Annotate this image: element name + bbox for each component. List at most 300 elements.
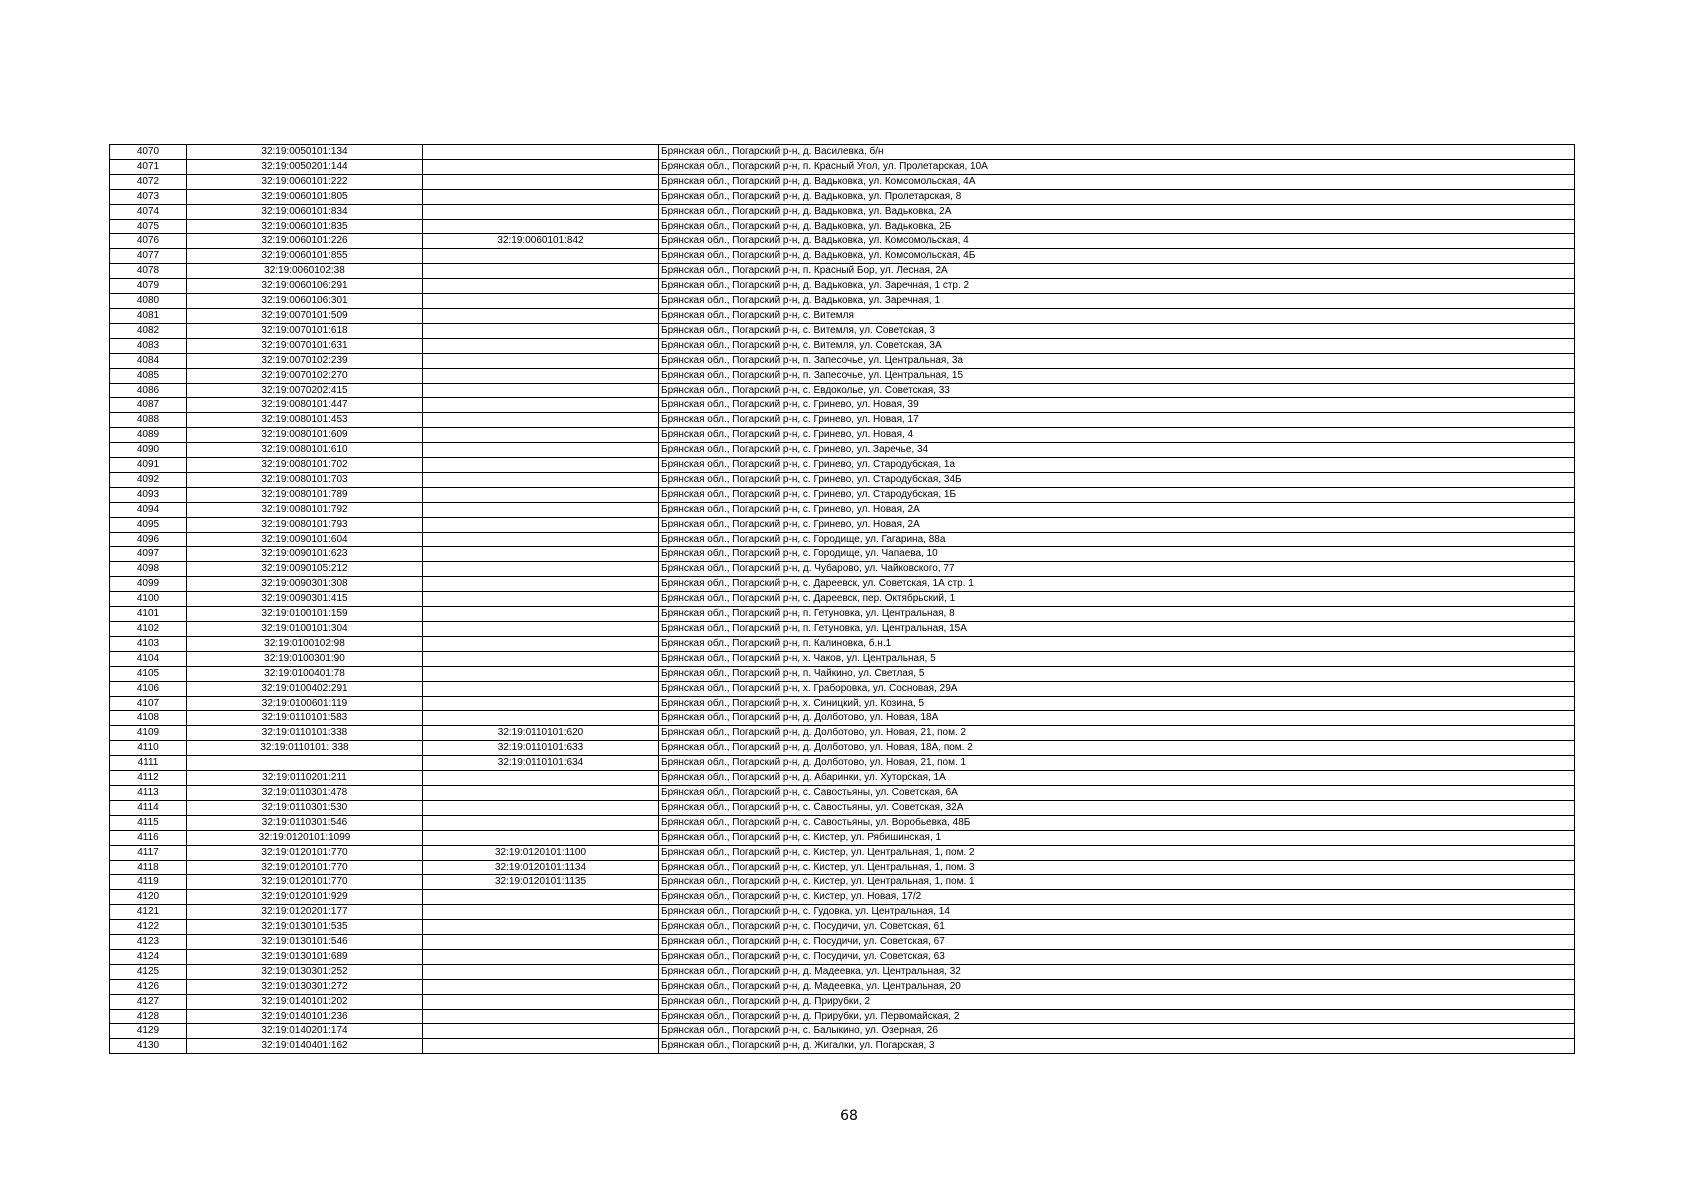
cadastral-number-cell: 32:19:0100402:291 xyxy=(187,681,423,696)
related-cadastral-number-cell: 32:19:0110101:620 xyxy=(423,726,659,741)
table-row xyxy=(110,711,1575,726)
cadastral-number-cell: 32:19:0060102:38 xyxy=(187,264,423,279)
related-cadastral-number-cell xyxy=(423,472,659,487)
table-row xyxy=(110,279,1575,294)
cadastral-number-cell: 32:19:0080101:792 xyxy=(187,502,423,517)
table-row xyxy=(110,800,1575,815)
cadastral-number-cell: 32:19:0120201:177 xyxy=(187,905,423,920)
table-row xyxy=(110,785,1575,800)
related-cadastral-number-cell xyxy=(423,413,659,428)
cadastral-number-cell: 32:19:0120101:770 xyxy=(187,860,423,875)
row-number-cell: 4096 xyxy=(110,532,187,547)
cadastral-number-cell: 32:19:0120101:1099 xyxy=(187,830,423,845)
table-row xyxy=(110,472,1575,487)
cadastral-number-cell: 32:19:0080101:447 xyxy=(187,398,423,413)
table-row xyxy=(110,443,1575,458)
related-cadastral-number-cell xyxy=(423,502,659,517)
row-number-cell: 4100 xyxy=(110,592,187,607)
row-number-cell: 4071 xyxy=(110,159,187,174)
cadastral-number-cell: 32:19:0090101:623 xyxy=(187,547,423,562)
cadastral-number-cell: 32:19:0130301:272 xyxy=(187,979,423,994)
row-number-cell: 4095 xyxy=(110,517,187,532)
cadastral-number-cell: 32:19:0110101:583 xyxy=(187,711,423,726)
table-row xyxy=(110,979,1575,994)
address-cell: Брянская обл., Погарский р-н, с. Посудичи, ул. Советская, 67 xyxy=(659,935,1575,950)
cadastral-number-cell: 32:19:0140101:202 xyxy=(187,994,423,1009)
row-number-cell: 4123 xyxy=(110,935,187,950)
row-number-cell: 4102 xyxy=(110,622,187,637)
row-number-cell: 4112 xyxy=(110,771,187,786)
table-row xyxy=(110,428,1575,443)
cadastral-number-cell: 32:19:0090105:212 xyxy=(187,562,423,577)
row-number-cell: 4087 xyxy=(110,398,187,413)
row-number-cell: 4106 xyxy=(110,681,187,696)
address-cell: Брянская обл., Погарский р-н, с. Дареевск, пер. Октябрьский, 1 xyxy=(659,592,1575,607)
row-number-cell: 4080 xyxy=(110,294,187,309)
row-number-cell: 4105 xyxy=(110,666,187,681)
related-cadastral-number-cell xyxy=(423,323,659,338)
related-cadastral-number-cell xyxy=(423,771,659,786)
table-row xyxy=(110,696,1575,711)
table-row xyxy=(110,353,1575,368)
related-cadastral-number-cell xyxy=(423,607,659,622)
row-number-cell: 4108 xyxy=(110,711,187,726)
related-cadastral-number-cell xyxy=(423,308,659,323)
address-cell: Брянская обл., Погарский р-н, д. Мадеевка, ул. Центральная, 32 xyxy=(659,964,1575,979)
related-cadastral-number-cell xyxy=(423,562,659,577)
row-number-cell: 4084 xyxy=(110,353,187,368)
related-cadastral-number-cell xyxy=(423,696,659,711)
table-row xyxy=(110,666,1575,681)
row-number-cell: 4120 xyxy=(110,890,187,905)
row-number-cell: 4101 xyxy=(110,607,187,622)
related-cadastral-number-cell xyxy=(423,994,659,1009)
table-row xyxy=(110,830,1575,845)
row-number-cell: 4094 xyxy=(110,502,187,517)
table-row xyxy=(110,592,1575,607)
cadastral-number-cell: 32:19:0130101:546 xyxy=(187,935,423,950)
table-row xyxy=(110,219,1575,234)
address-cell: Брянская обл., Погарский р-н, с. Кистер, ул. Центральная, 1, пом. 2 xyxy=(659,845,1575,860)
table-row xyxy=(110,771,1575,786)
table-row xyxy=(110,845,1575,860)
address-cell: Брянская обл., Погарский р-н, с. Евдоколье, ул. Советская, 33 xyxy=(659,383,1575,398)
related-cadastral-number-cell xyxy=(423,890,659,905)
cadastral-number-cell: 32:19:0100601:119 xyxy=(187,696,423,711)
registry-table xyxy=(109,144,1575,1054)
table-row xyxy=(110,890,1575,905)
related-cadastral-number-cell xyxy=(423,979,659,994)
row-number-cell: 4110 xyxy=(110,741,187,756)
address-cell: Брянская обл., Погарский р-н, п. Красный Бор, ул. Лесная, 2А xyxy=(659,264,1575,279)
row-number-cell: 4097 xyxy=(110,547,187,562)
table-row xyxy=(110,517,1575,532)
cadastral-number-cell: 32:19:0060101:805 xyxy=(187,189,423,204)
row-number-cell: 4127 xyxy=(110,994,187,1009)
cadastral-number-cell: 32:19:0060101:834 xyxy=(187,204,423,219)
related-cadastral-number-cell xyxy=(423,592,659,607)
related-cadastral-number-cell xyxy=(423,264,659,279)
row-number-cell: 4083 xyxy=(110,338,187,353)
related-cadastral-number-cell xyxy=(423,949,659,964)
table-row xyxy=(110,368,1575,383)
address-cell: Брянская обл., Погарский р-н, п. Запесочье, ул. Центральная, 3а xyxy=(659,353,1575,368)
related-cadastral-number-cell xyxy=(423,145,659,160)
address-cell: Брянская обл., Погарский р-н, с. Гринево, ул. Новая, 2А xyxy=(659,517,1575,532)
address-cell: Брянская обл., Погарский р-н, х. Синицкий, ул. Козина, 5 xyxy=(659,696,1575,711)
row-number-cell: 4086 xyxy=(110,383,187,398)
related-cadastral-number-cell xyxy=(423,920,659,935)
address-cell: Брянская обл., Погарский р-н, п. Гетуновка, ул. Центральная, 8 xyxy=(659,607,1575,622)
row-number-cell: 4126 xyxy=(110,979,187,994)
cadastral-number-cell: 32:19:0070101:631 xyxy=(187,338,423,353)
cadastral-number-cell: 32:19:0110301:546 xyxy=(187,815,423,830)
table-row xyxy=(110,204,1575,219)
cadastral-number-cell: 32:19:0100301:90 xyxy=(187,651,423,666)
address-cell: Брянская обл., Погарский р-н, с. Посудичи, ул. Советская, 63 xyxy=(659,949,1575,964)
row-number-cell: 4082 xyxy=(110,323,187,338)
cadastral-number-cell: 32:19:0070202:415 xyxy=(187,383,423,398)
related-cadastral-number-cell: 32:19:0120101:1134 xyxy=(423,860,659,875)
address-cell: Брянская обл., Погарский р-н, с. Городище, ул. Гагарина, 88а xyxy=(659,532,1575,547)
cadastral-number-cell: 32:19:0100102:98 xyxy=(187,636,423,651)
cadastral-number-cell: 32:19:0120101:929 xyxy=(187,890,423,905)
address-cell: Брянская обл., Погарский р-н, с. Витемля, ул. Советская, 3А xyxy=(659,338,1575,353)
table-row xyxy=(110,949,1575,964)
related-cadastral-number-cell xyxy=(423,458,659,473)
related-cadastral-number-cell xyxy=(423,577,659,592)
address-cell: Брянская обл., Погарский р-н, п. Гетуновка, ул. Центральная, 15А xyxy=(659,622,1575,637)
cadastral-number-cell: 32:19:0100401:78 xyxy=(187,666,423,681)
row-number-cell: 4121 xyxy=(110,905,187,920)
cadastral-number-cell: 32:19:0130101:535 xyxy=(187,920,423,935)
cadastral-number-cell: 32:19:0090301:308 xyxy=(187,577,423,592)
cadastral-number-cell: 32:19:0140201:174 xyxy=(187,1024,423,1039)
table-row xyxy=(110,741,1575,756)
table-row xyxy=(110,681,1575,696)
related-cadastral-number-cell xyxy=(423,338,659,353)
table-row xyxy=(110,458,1575,473)
cadastral-number-cell: 32:19:0110201:211 xyxy=(187,771,423,786)
row-number-cell: 4117 xyxy=(110,845,187,860)
address-cell: Брянская обл., Погарский р-н, д. Абаринки, ул. Хуторская, 1А xyxy=(659,771,1575,786)
table-row xyxy=(110,562,1575,577)
address-cell: Брянская обл., Погарский р-н, х. Граборовка, ул. Сосновая, 29А xyxy=(659,681,1575,696)
address-cell: Брянская обл., Погарский р-н, д. Вадьковка, ул. Комсомольская, 4А xyxy=(659,174,1575,189)
cadastral-number-cell: 32:19:0070101:509 xyxy=(187,308,423,323)
related-cadastral-number-cell xyxy=(423,666,659,681)
address-cell: Брянская обл., Погарский р-н, с. Городище, ул. Чапаева, 10 xyxy=(659,547,1575,562)
address-cell: Брянская обл., Погарский р-н, п. Чайкино, ул. Светлая, 5 xyxy=(659,666,1575,681)
cadastral-number-cell: 32:19:0080101:789 xyxy=(187,487,423,502)
address-cell: Брянская обл., Погарский р-н, с. Гринево, ул. Новая, 2А xyxy=(659,502,1575,517)
address-cell: Брянская обл., Погарский р-н, с. Витемля, ул. Советская, 3 xyxy=(659,323,1575,338)
cadastral-number-cell: 32:19:0080101:793 xyxy=(187,517,423,532)
address-cell: Брянская обл., Погарский р-н, с. Гринево, ул. Заречье, 34 xyxy=(659,443,1575,458)
table-row xyxy=(110,875,1575,890)
address-cell: Брянская обл., Погарский р-н, д. Чубарово, ул. Чайковского, 77 xyxy=(659,562,1575,577)
table-row xyxy=(110,398,1575,413)
related-cadastral-number-cell xyxy=(423,353,659,368)
cadastral-number-cell: 32:19:0070102:270 xyxy=(187,368,423,383)
cadastral-number-cell: 32:19:0130301:252 xyxy=(187,964,423,979)
row-number-cell: 4119 xyxy=(110,875,187,890)
cadastral-number-cell: 32:19:0050101:134 xyxy=(187,145,423,160)
address-cell: Брянская обл., Погарский р-н, д. Вадьковка, ул. Заречная, 1 стр. 2 xyxy=(659,279,1575,294)
related-cadastral-number-cell xyxy=(423,651,659,666)
table-row xyxy=(110,920,1575,935)
cadastral-number-cell: 32:19:0120101:770 xyxy=(187,845,423,860)
cadastral-number-cell: 32:19:0060106:291 xyxy=(187,279,423,294)
related-cadastral-number-cell: 32:19:0110101:633 xyxy=(423,741,659,756)
table-row xyxy=(110,577,1575,592)
related-cadastral-number-cell xyxy=(423,785,659,800)
address-cell: Брянская обл., Погарский р-н, с. Кистер, ул. Рябишинская, 1 xyxy=(659,830,1575,845)
cadastral-number-cell: 32:19:0060101:226 xyxy=(187,234,423,249)
related-cadastral-number-cell xyxy=(423,517,659,532)
row-number-cell: 4098 xyxy=(110,562,187,577)
address-cell: Брянская обл., Погарский р-н, д. Вадьковка, ул. Комсомольская, 4 xyxy=(659,234,1575,249)
address-cell: Брянская обл., Погарский р-н, д. Мадеевка, ул. Центральная, 20 xyxy=(659,979,1575,994)
table-row xyxy=(110,651,1575,666)
row-number-cell: 4099 xyxy=(110,577,187,592)
table-row xyxy=(110,383,1575,398)
related-cadastral-number-cell xyxy=(423,935,659,950)
table-row xyxy=(110,264,1575,279)
address-cell: Брянская обл., Погарский р-н, п. Запесочье, ул. Центральная, 15 xyxy=(659,368,1575,383)
table-row xyxy=(110,323,1575,338)
cadastral-number-cell: 32:19:0070101:618 xyxy=(187,323,423,338)
related-cadastral-number-cell xyxy=(423,189,659,204)
row-number-cell: 4074 xyxy=(110,204,187,219)
address-cell: Брянская обл., Погарский р-н, х. Чаков, ул. Центральная, 5 xyxy=(659,651,1575,666)
related-cadastral-number-cell xyxy=(423,905,659,920)
row-number-cell: 4089 xyxy=(110,428,187,443)
row-number-cell: 4091 xyxy=(110,458,187,473)
row-number-cell: 4077 xyxy=(110,249,187,264)
address-cell: Брянская обл., Погарский р-н, д. Вадьковка, ул. Вадьковка, 2А xyxy=(659,204,1575,219)
row-number-cell: 4109 xyxy=(110,726,187,741)
table-row xyxy=(110,159,1575,174)
address-cell: Брянская обл., Погарский р-н, с. Савостьяны, ул. Советская, 6А xyxy=(659,785,1575,800)
cadastral-number-cell: 32:19:0060101:222 xyxy=(187,174,423,189)
row-number-cell: 4073 xyxy=(110,189,187,204)
address-cell: Брянская обл., Погарский р-н, с. Гринево, ул. Новая, 39 xyxy=(659,398,1575,413)
related-cadastral-number-cell xyxy=(423,1024,659,1039)
address-cell: Брянская обл., Погарский р-н, с. Савостьяны, ул. Советская, 32А xyxy=(659,800,1575,815)
address-cell: Брянская обл., Погарский р-н, д. Долботово, ул. Новая, 18А xyxy=(659,711,1575,726)
table-row xyxy=(110,234,1575,249)
cadastral-number-cell: 32:19:0080101:610 xyxy=(187,443,423,458)
row-number-cell: 4092 xyxy=(110,472,187,487)
cadastral-number-cell: 32:19:0070102:239 xyxy=(187,353,423,368)
address-cell: Брянская обл., Погарский р-н, д. Василевка, б/н xyxy=(659,145,1575,160)
table-row xyxy=(110,994,1575,1009)
address-cell: Брянская обл., Погарский р-н, с. Гринево, ул. Стародубская, 1Б xyxy=(659,487,1575,502)
cadastral-number-cell: 32:19:0110301:478 xyxy=(187,785,423,800)
related-cadastral-number-cell xyxy=(423,830,659,845)
row-number-cell: 4130 xyxy=(110,1039,187,1054)
related-cadastral-number-cell xyxy=(423,279,659,294)
cadastral-number-cell: 32:19:0140401:162 xyxy=(187,1039,423,1054)
address-cell: Брянская обл., Погарский р-н, с. Кистер, ул. Центральная, 1, пом. 3 xyxy=(659,860,1575,875)
related-cadastral-number-cell xyxy=(423,681,659,696)
table-row xyxy=(110,338,1575,353)
row-number-cell: 4118 xyxy=(110,860,187,875)
row-number-cell: 4072 xyxy=(110,174,187,189)
related-cadastral-number-cell xyxy=(423,800,659,815)
row-number-cell: 4128 xyxy=(110,1009,187,1024)
cadastral-number-cell: 32:19:0110101: 338 xyxy=(187,741,423,756)
row-number-cell: 4070 xyxy=(110,145,187,160)
row-number-cell: 4078 xyxy=(110,264,187,279)
row-number-cell: 4075 xyxy=(110,219,187,234)
address-cell: Брянская обл., Погарский р-н, с. Гринево, ул. Стародубская, 1а xyxy=(659,458,1575,473)
address-cell: Брянская обл., Погарский р-н, д. Прирубки, 2 xyxy=(659,994,1575,1009)
table-row xyxy=(110,174,1575,189)
row-number-cell: 4124 xyxy=(110,949,187,964)
address-cell: Брянская обл., Погарский р-н, д. Вадьковка, ул. Заречная, 1 xyxy=(659,294,1575,309)
related-cadastral-number-cell xyxy=(423,159,659,174)
row-number-cell: 4076 xyxy=(110,234,187,249)
row-number-cell: 4085 xyxy=(110,368,187,383)
table-row xyxy=(110,726,1575,741)
related-cadastral-number-cell: 32:19:0060101:842 xyxy=(423,234,659,249)
row-number-cell: 4104 xyxy=(110,651,187,666)
row-number-cell: 4113 xyxy=(110,785,187,800)
related-cadastral-number-cell xyxy=(423,1039,659,1054)
address-cell: Брянская обл., Погарский р-н, с. Дареевск, ул. Советская, 1А стр. 1 xyxy=(659,577,1575,592)
table-row xyxy=(110,189,1575,204)
table-row xyxy=(110,1024,1575,1039)
address-cell: Брянская обл., Погарский р-н, с. Гринево, ул. Новая, 4 xyxy=(659,428,1575,443)
row-number-cell: 4107 xyxy=(110,696,187,711)
address-cell: Брянская обл., Погарский р-н, п. Калиновка, б.н.1 xyxy=(659,636,1575,651)
row-number-cell: 4116 xyxy=(110,830,187,845)
related-cadastral-number-cell xyxy=(423,487,659,502)
address-cell: Брянская обл., Погарский р-н, с. Кистер, ул. Новая, 17/2 xyxy=(659,890,1575,905)
cadastral-number-cell: 32:19:0060106:301 xyxy=(187,294,423,309)
address-cell: Брянская обл., Погарский р-н, с. Посудичи, ул. Советская, 61 xyxy=(659,920,1575,935)
related-cadastral-number-cell xyxy=(423,964,659,979)
cadastral-number-cell: 32:19:0080101:453 xyxy=(187,413,423,428)
table-row xyxy=(110,1039,1575,1054)
table-row xyxy=(110,622,1575,637)
cadastral-number-cell: 32:19:0090301:415 xyxy=(187,592,423,607)
table-row xyxy=(110,294,1575,309)
address-cell: Брянская обл., Погарский р-н, с. Гринево, ул. Стародубская, 34Б xyxy=(659,472,1575,487)
row-number-cell: 4090 xyxy=(110,443,187,458)
cadastral-number-cell xyxy=(187,756,423,771)
related-cadastral-number-cell xyxy=(423,622,659,637)
address-cell: Брянская обл., Погарский р-н, с. Гринево, ул. Новая, 17 xyxy=(659,413,1575,428)
table-row xyxy=(110,1009,1575,1024)
related-cadastral-number-cell: 32:19:0110101:634 xyxy=(423,756,659,771)
table-row xyxy=(110,756,1575,771)
address-cell: Брянская обл., Погарский р-н, д. Долботово, ул. Новая, 18А, пом. 2 xyxy=(659,741,1575,756)
row-number-cell: 4129 xyxy=(110,1024,187,1039)
row-number-cell: 4115 xyxy=(110,815,187,830)
table-row xyxy=(110,532,1575,547)
related-cadastral-number-cell xyxy=(423,443,659,458)
row-number-cell: 4088 xyxy=(110,413,187,428)
table-row xyxy=(110,860,1575,875)
address-cell: Брянская обл., Погарский р-н, д. Вадьковка, ул. Пролетарская, 8 xyxy=(659,189,1575,204)
related-cadastral-number-cell: 32:19:0120101:1135 xyxy=(423,875,659,890)
related-cadastral-number-cell xyxy=(423,636,659,651)
row-number-cell: 4111 xyxy=(110,756,187,771)
row-number-cell: 4081 xyxy=(110,308,187,323)
table-row xyxy=(110,815,1575,830)
cadastral-number-cell: 32:19:0060101:855 xyxy=(187,249,423,264)
table-row xyxy=(110,249,1575,264)
table-row xyxy=(110,935,1575,950)
related-cadastral-number-cell xyxy=(423,547,659,562)
related-cadastral-number-cell xyxy=(423,428,659,443)
related-cadastral-number-cell xyxy=(423,368,659,383)
related-cadastral-number-cell xyxy=(423,1009,659,1024)
row-number-cell: 4114 xyxy=(110,800,187,815)
related-cadastral-number-cell xyxy=(423,398,659,413)
related-cadastral-number-cell xyxy=(423,711,659,726)
address-cell: Брянская обл., Погарский р-н, с. Балыкино, ул. Озерная, 26 xyxy=(659,1024,1575,1039)
related-cadastral-number-cell: 32:19:0120101:1100 xyxy=(423,845,659,860)
address-cell: Брянская обл., Погарский р-н, с. Кистер, ул. Центральная, 1, пом. 1 xyxy=(659,875,1575,890)
table-row xyxy=(110,413,1575,428)
address-cell: Брянская обл., Погарский р-н, д. Вадьковка, ул. Комсомольская, 4Б xyxy=(659,249,1575,264)
table-row xyxy=(110,964,1575,979)
address-cell: Брянская обл., Погарский р-н, д. Вадьковка, ул. Вадьковка, 2Б xyxy=(659,219,1575,234)
address-cell: Брянская обл., Погарский р-н, с. Витемля xyxy=(659,308,1575,323)
address-cell: Брянская обл., Погарский р-н, д. Жигалки, ул. Погарская, 3 xyxy=(659,1039,1575,1054)
row-number-cell: 4093 xyxy=(110,487,187,502)
cadastral-number-cell: 32:19:0100101:304 xyxy=(187,622,423,637)
table-row xyxy=(110,308,1575,323)
address-cell: Брянская обл., Погарский р-н, п. Красный Угол, ул. Пролетарская, 10А xyxy=(659,159,1575,174)
related-cadastral-number-cell xyxy=(423,294,659,309)
address-cell: Брянская обл., Погарский р-н, д. Прирубки, ул. Первомайская, 2 xyxy=(659,1009,1575,1024)
row-number-cell: 4125 xyxy=(110,964,187,979)
address-cell: Брянская обл., Погарский р-н, с. Гудовка, ул. Центральная, 14 xyxy=(659,905,1575,920)
cadastral-number-cell: 32:19:0130101:689 xyxy=(187,949,423,964)
table-row xyxy=(110,502,1575,517)
table-row xyxy=(110,636,1575,651)
related-cadastral-number-cell xyxy=(423,383,659,398)
cadastral-number-cell: 32:19:0060101:835 xyxy=(187,219,423,234)
cadastral-number-cell: 32:19:0080101:703 xyxy=(187,472,423,487)
cadastral-number-cell: 32:19:0140101:236 xyxy=(187,1009,423,1024)
cadastral-number-cell: 32:19:0110101:338 xyxy=(187,726,423,741)
address-cell: Брянская обл., Погарский р-н, с. Савостьяны, ул. Воробьевка, 48Б xyxy=(659,815,1575,830)
table-row xyxy=(110,145,1575,160)
related-cadastral-number-cell xyxy=(423,532,659,547)
address-cell: Брянская обл., Погарский р-н, д. Долботово, ул. Новая, 21, пом. 1 xyxy=(659,756,1575,771)
row-number-cell: 4103 xyxy=(110,636,187,651)
row-number-cell: 4079 xyxy=(110,279,187,294)
table-row xyxy=(110,607,1575,622)
related-cadastral-number-cell xyxy=(423,249,659,264)
related-cadastral-number-cell xyxy=(423,204,659,219)
related-cadastral-number-cell xyxy=(423,815,659,830)
cadastral-number-cell: 32:19:0100101:159 xyxy=(187,607,423,622)
address-cell: Брянская обл., Погарский р-н, д. Долботово, ул. Новая, 21, пом. 2 xyxy=(659,726,1575,741)
table-row xyxy=(110,547,1575,562)
cadastral-number-cell: 32:19:0050201:144 xyxy=(187,159,423,174)
cadastral-number-cell: 32:19:0080101:609 xyxy=(187,428,423,443)
cadastral-number-cell: 32:19:0090101:604 xyxy=(187,532,423,547)
related-cadastral-number-cell xyxy=(423,219,659,234)
registry-table-body xyxy=(110,145,1575,1054)
